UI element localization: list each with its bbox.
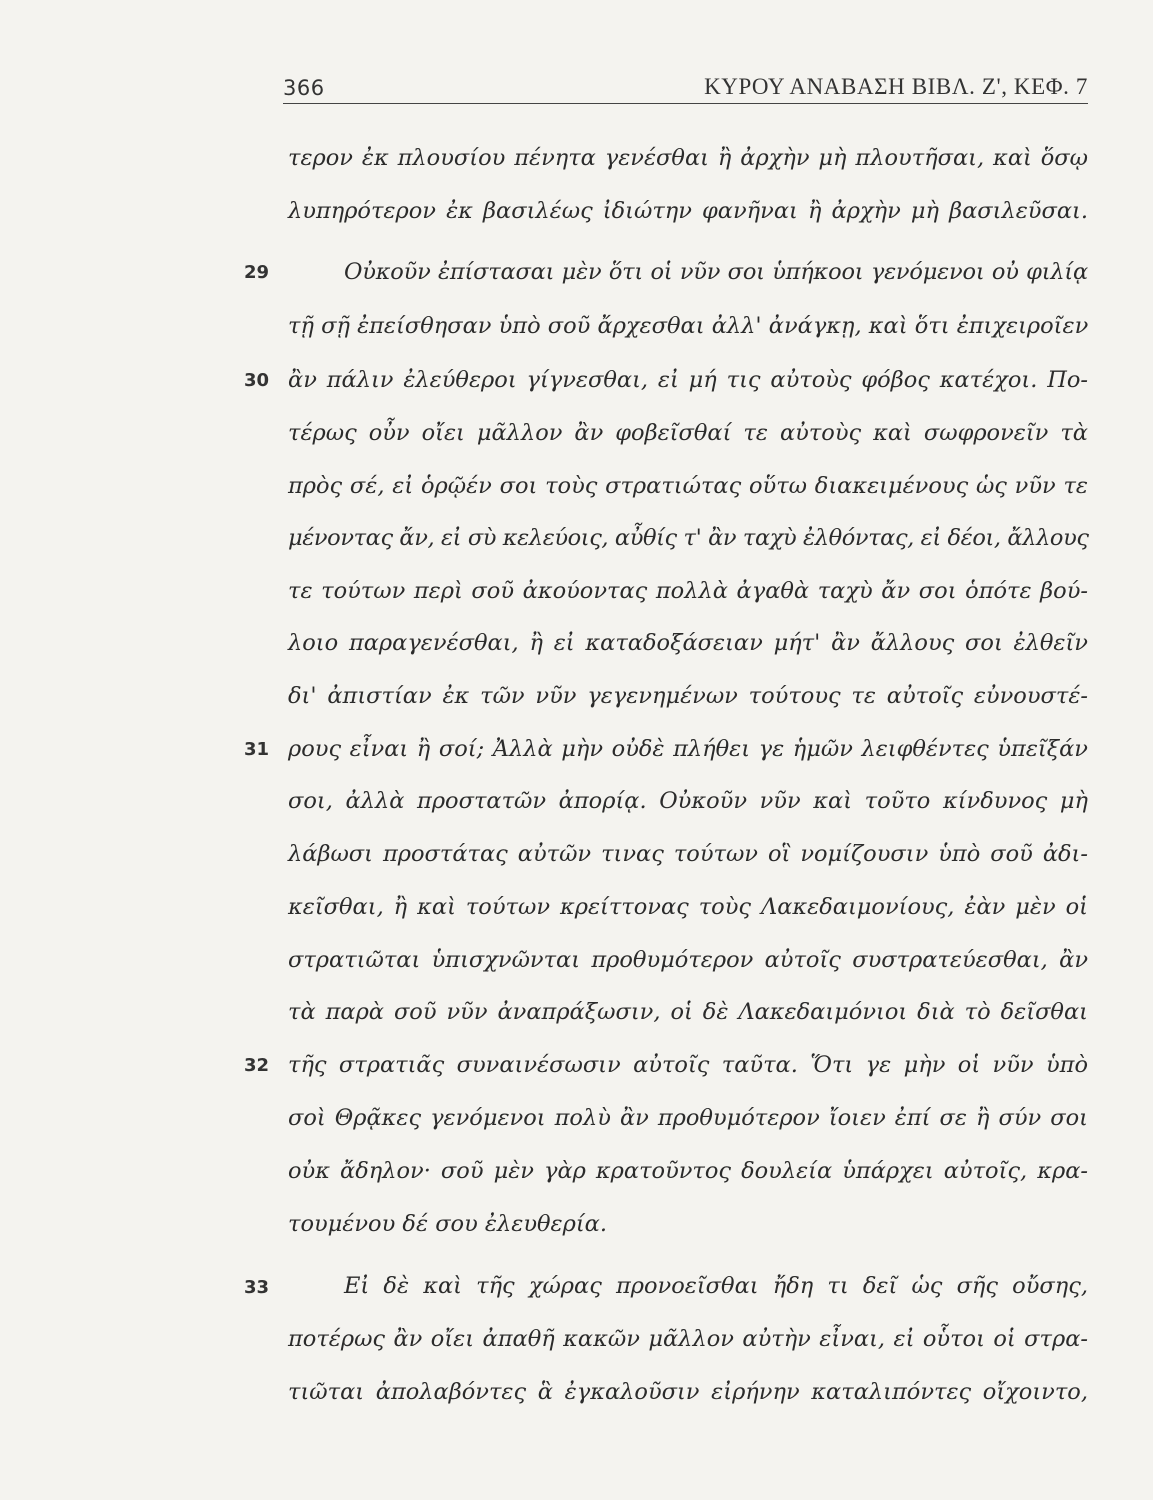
text-line: δι' ἀπιστίαν ἐκ τῶν νῦν γεγενημένων τούτους τε αὐτοῖς εὐνουστέ-	[288, 683, 1088, 709]
text-line: τῆς στρατιᾶς συναινέσωσιν αὐτοῖς ταῦτα. Ὅτι γε μὴν οἱ νῦν ὑπὸ	[288, 1052, 1088, 1078]
text-line: τε τούτων περὶ σοῦ ἀκούοντας πολλὰ ἀγαθὰ ταχὺ ἄν σοι ὁπότε βού-	[288, 578, 1088, 604]
text-line: τερον ἐκ πλουσίου πένητα γενέσθαι ἢ ἀρχὴν μὴ πλουτῆσαι, καὶ ὅσῳ	[288, 145, 1088, 171]
section-number: 32	[244, 1055, 270, 1076]
running-title: ΚΥΡΟΥ ΑΝΑΒΑΣΗ ΒΙΒΛ. Ζ', ΚΕΦ. 7	[704, 74, 1088, 99]
text-line: λυπηρότερον ἐκ βασιλέως ἰδιώτην φανῆναι ἢ ἀρχὴν μὴ βασιλεῦσαι.	[288, 198, 1088, 224]
text-line: τῇ σῇ ἐπείσθησαν ὑπὸ σοῦ ἄρχεσθαι ἀλλ' ἀνάγκῃ, καὶ ὅτι ἐπιχειροῖεν	[288, 313, 1089, 339]
text-line: τέρως οὖν οἴει μᾶλλον ἂν φοβεῖσθαί τε αὐτοὺς καὶ σωφρονεῖν τὰ	[288, 420, 1088, 446]
text-line: ποτέρως ἂν οἴει ἀπαθῆ κακῶν μᾶλλον αὐτὴν εἶναι, εἰ οὗτοι οἱ στρα-	[288, 1326, 1088, 1352]
text-line: ἂν πάλιν ἐλεύθεροι γίγνεσθαι, εἰ μή τις αὐτοὺς φόβος κατέχοι. Πο-	[288, 367, 1088, 393]
section-number: 31	[244, 739, 270, 760]
text-line: τὰ παρὰ σοῦ νῦν ἀναπράξωσιν, οἱ δὲ Λακεδαιμόνιοι διὰ τὸ δεῖσθαι	[288, 999, 1088, 1025]
text-line: Εἰ δὲ καὶ τῆς χώρας προνοεῖσθαι ἤδη τι δεῖ ὡς σῆς οὔσης,	[344, 1273, 1088, 1299]
text-line: οὐκ ἄδηλον· σοῦ μὲν γὰρ κρατοῦντος δουλεία ὑπάρχει αὐτοῖς, κρα-	[288, 1158, 1088, 1184]
section-number: 29	[244, 262, 270, 283]
text-line: ρους εἶναι ἢ σοί; Ἀλλὰ μὴν οὐδὲ πλήθει γε ἡμῶν λειφθέντες ὑπεῖξάν	[288, 736, 1088, 762]
text-line: λάβωσι προστάτας αὐτῶν τινας τούτων οἳ νομίζουσιν ὑπὸ σοῦ ἀδι-	[288, 841, 1088, 867]
section-number: 30	[244, 370, 270, 391]
text-line: Οὐκοῦν ἐπίστασαι μὲν ὅτι οἱ νῦν σοι ὑπήκοοι γενόμενοι οὐ φιλίᾳ	[344, 259, 1088, 285]
text-line: λοιο παραγενέσθαι, ἢ εἰ καταδοξάσειαν μήτ' ἂν ἄλλους σοι ἐλθεῖν	[288, 630, 1088, 656]
section-number: 33	[244, 1277, 270, 1298]
text-line: σοὶ Θρᾷκες γενόμενοι πολὺ ἂν προθυμότερον ἴοιεν ἐπί σε ἢ σύν σοι	[288, 1105, 1088, 1131]
text-line: τιῶται ἀπολαβόντες ἃ ἐγκαλοῦσιν εἰρήνην καταλιπόντες οἴχοιντο,	[288, 1379, 1088, 1405]
text-line: σοι, ἀλλὰ προστατῶν ἀπορίᾳ. Οὐκοῦν νῦν καὶ τοῦτο κίνδυνος μὴ	[288, 788, 1088, 814]
text-line: μένοντας ἄν, εἰ σὺ κελεύοις, αὖθίς τ' ἂν ταχὺ ἐλθόντας, εἰ δέοι, ἄλλους	[288, 525, 1089, 551]
page-header	[283, 72, 1088, 104]
page-number: 366	[283, 76, 325, 100]
header-rule	[283, 103, 1088, 104]
text-line: στρατιῶται ὑπισχνῶνται προθυμότερον αὐτοῖς συστρατεύεσθαι, ἂν	[288, 947, 1088, 973]
text-line: πρὸς σέ, εἰ ὁρῷέν σοι τοὺς στρατιώτας οὕτω διακειμένους ὡς νῦν τε	[288, 473, 1088, 499]
text-line: κεῖσθαι, ἢ καὶ τούτων κρείττονας τοὺς Λακεδαιμονίους, ἐὰν μὲν οἱ	[288, 894, 1088, 920]
text-line: τουμένου δέ σου ἐλευθερία.	[288, 1211, 608, 1237]
